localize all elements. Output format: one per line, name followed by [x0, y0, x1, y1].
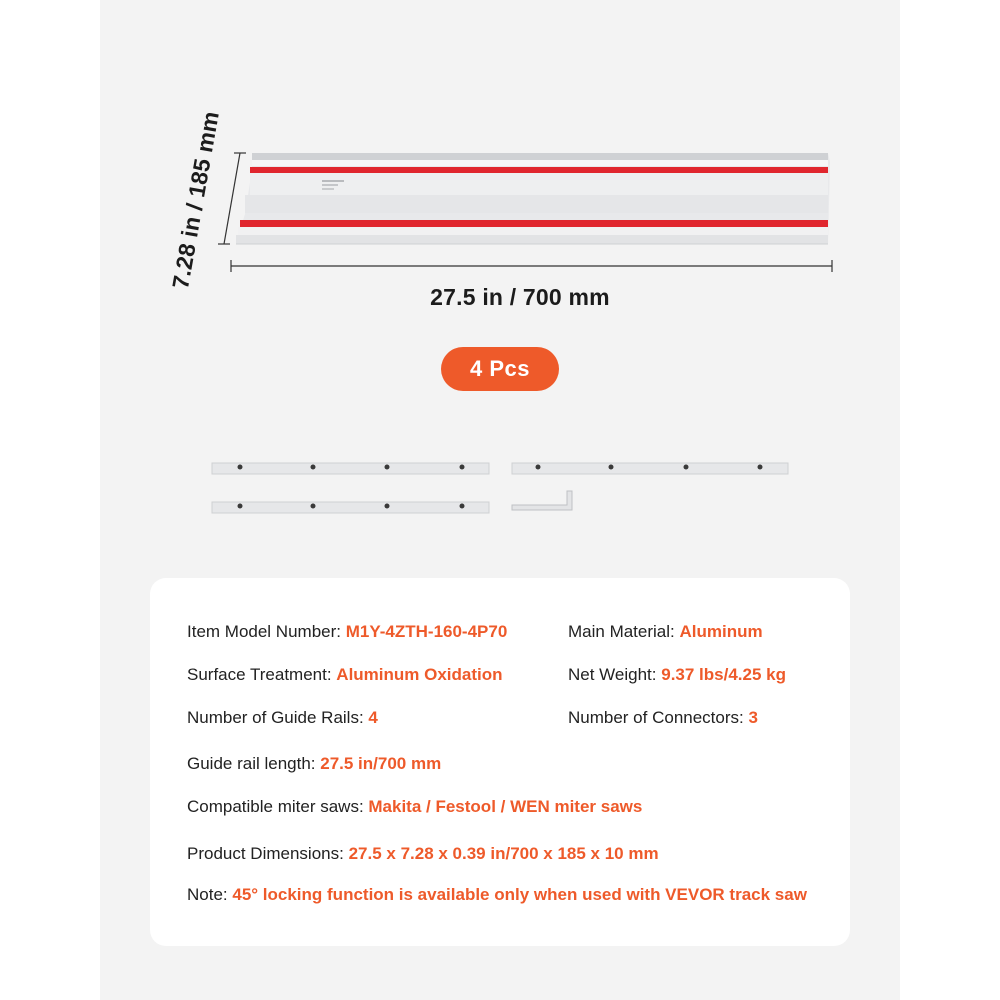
guide-rail-image — [236, 153, 830, 244]
spec-compatible-saws — [187, 797, 642, 817]
spec-guide-rails-count — [187, 708, 378, 728]
spec-label: Number of Guide Rails: — [187, 708, 369, 727]
spec-surface-treatment — [187, 665, 503, 685]
connector-strip — [512, 463, 788, 474]
quantity-badge: 4 Pcs — [441, 347, 559, 391]
hex-key-icon — [512, 491, 572, 510]
spec-connectors-count — [568, 708, 758, 728]
spec-value: 9.37 lbs/4.25 kg — [661, 665, 786, 684]
spec-label: Note: — [187, 885, 233, 904]
spec-value: 3 — [748, 708, 758, 727]
specifications-card — [150, 578, 850, 946]
spec-label: Compatible miter saws: — [187, 797, 369, 816]
spec-label: Surface Treatment: — [187, 665, 337, 684]
spec-value: M1Y-4ZTH-160-4P70 — [345, 622, 508, 641]
spec-value: Makita / Festool / WEN miter saws — [368, 797, 643, 816]
connector-strip — [212, 502, 489, 513]
spec-label: Net Weight: — [568, 665, 662, 684]
spec-product-dimensions — [187, 844, 659, 864]
spec-main-material — [568, 622, 763, 642]
width-dimension-label: 27.5 in / 700 mm — [430, 284, 610, 310]
spec-label: Number of Connectors: — [568, 708, 749, 727]
spec-label: Item Model Number: — [187, 622, 346, 641]
spec-value: 45° locking function is available only when used with VEVOR track saw — [232, 885, 807, 904]
spec-note — [187, 885, 807, 905]
width-dimension-line — [231, 260, 832, 272]
spec-value: Aluminum — [679, 622, 763, 641]
spec-label: Guide rail length: — [187, 754, 321, 773]
connector-strip — [212, 463, 489, 474]
spec-label: Main Material: — [568, 622, 680, 641]
spec-value: Aluminum Oxidation — [336, 665, 503, 684]
height-dimension-text: 7.28 in / 185 mm — [167, 109, 224, 291]
spec-value: 4 — [368, 708, 378, 727]
spec-model-number — [187, 622, 507, 642]
spec-net-weight — [568, 665, 786, 685]
spec-value: 27.5 x 7.28 x 0.39 in/700 x 185 x 10 mm — [348, 844, 659, 863]
spec-label: Product Dimensions: — [187, 844, 349, 863]
spec-value: 27.5 in/700 mm — [320, 754, 442, 773]
spec-guide-rail-length — [187, 754, 441, 774]
